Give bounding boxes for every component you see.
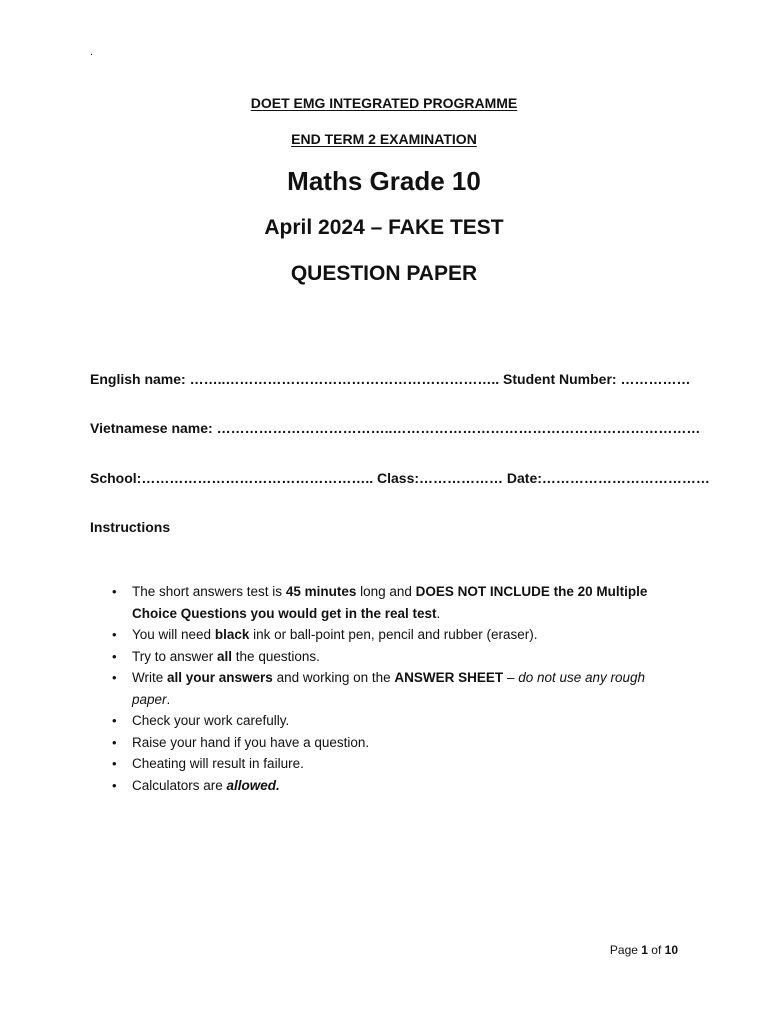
english-name-student-number-line: English name: ……..………………………………………………….. Student Number: …………… [90,371,691,387]
bullet-icon: • [112,756,117,771]
list-item: • The short answers test is 45 minutes long and DOES NOT INCLUDE the 20 Multiple Choice Questions you would get in the real test. [90,581,670,624]
instructions-heading: Instructions [90,519,171,535]
bullet-icon: • [112,670,117,685]
list-item: • Cheating will result in failure. [90,753,670,775]
bullet-icon: • [112,627,117,642]
bullet-icon: • [112,734,117,750]
question-paper-heading: QUESTION PAPER [290,262,478,285]
list-item: • Write all your answers and working on the ANSWER SHEET – do not use any rough paper. [90,667,670,710]
list-item: • You will need black ink or ball-point pen, pencil and rubber (eraser). [90,624,670,646]
list-item: • Check your work carefully. [90,710,670,732]
list-item: • Calculators are allowed. [90,775,670,797]
bullet-icon: • [112,713,117,728]
exam-heading [0,131,768,147]
vietnamese-name-line: Vietnamese name: ………………………………..………………………………………………………… [90,420,701,436]
list-item: • Try to answer all the questions. [90,646,670,668]
test-date-subtitle: April 2024 – FAKE TEST [264,216,504,239]
bullet-icon: • [112,777,117,793]
programme-heading-text: DOET EMG INTEGRATED PROGRAMME [250,95,518,111]
corner-mark: . [90,46,94,58]
instructions-list [90,581,670,796]
page-number: Page 1 of 10 [609,943,678,957]
school-class-date-line: School:………………………………………….. Class:……………… Date:……………………………… [90,470,710,486]
list-item: • Raise your hand if you have a question. [90,732,670,754]
programme-heading [0,95,768,111]
page-title: Maths Grade 10 [287,166,481,196]
exam-heading-text: END TERM 2 EXAMINATION [291,131,477,147]
bullet-icon: • [112,648,117,664]
bullet-icon: • [112,584,117,599]
